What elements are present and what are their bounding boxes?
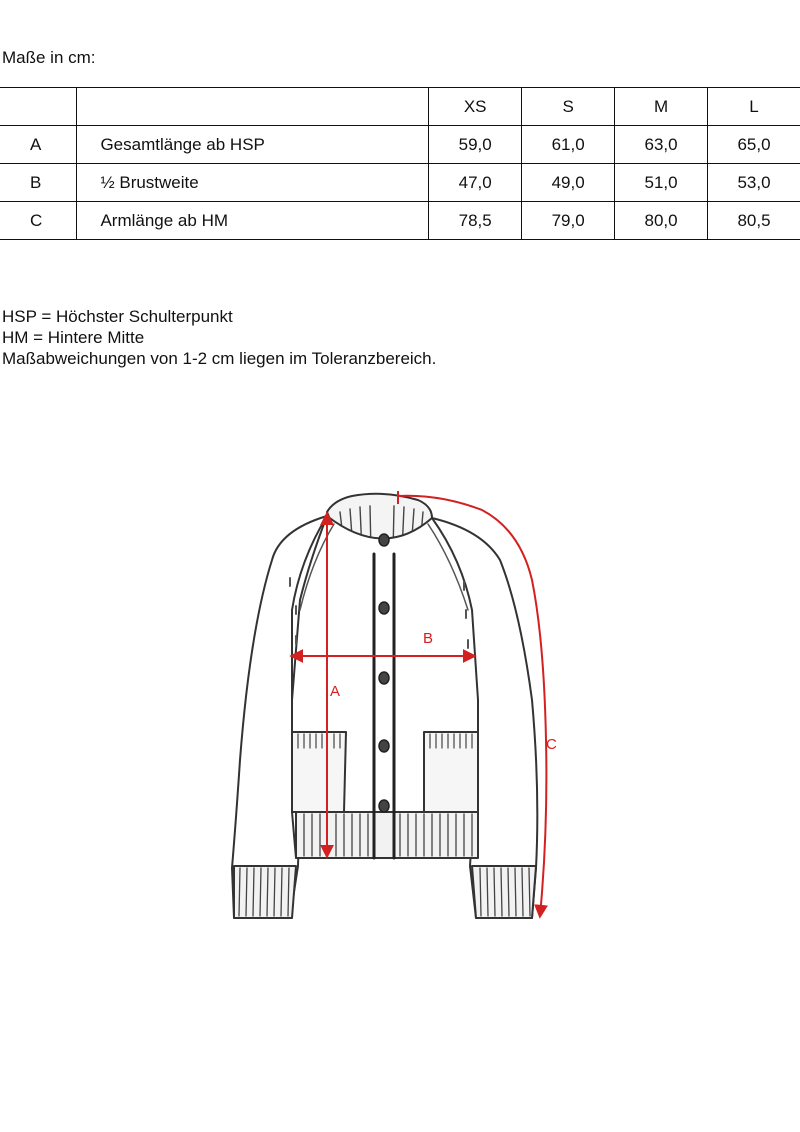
note-hm: HM = Hintere Mitte bbox=[2, 328, 145, 347]
row-label: ½ Brustweite bbox=[77, 164, 429, 202]
header-cell-m: M bbox=[615, 88, 708, 126]
note-tolerance: Maßabweichungen von 1-2 cm liegen im Toleranzbereich. bbox=[2, 349, 437, 368]
row-value-l: 65,0 bbox=[708, 126, 800, 164]
jacket-outline bbox=[232, 494, 537, 918]
button-3 bbox=[379, 672, 389, 684]
row-value-s: 61,0 bbox=[522, 126, 615, 164]
measure-b-label: B bbox=[423, 630, 434, 647]
button-4 bbox=[379, 740, 389, 752]
row-value-s: 79,0 bbox=[522, 202, 615, 240]
button-1 bbox=[379, 534, 389, 546]
header-cell-s: S bbox=[522, 88, 615, 126]
row-value-s: 49,0 bbox=[522, 164, 615, 202]
row-value-l: 80,5 bbox=[708, 202, 800, 240]
row-value-xs: 78,5 bbox=[429, 202, 522, 240]
row-code: A bbox=[0, 126, 77, 164]
page-title: Maße in cm: bbox=[2, 48, 96, 67]
row-value-xs: 59,0 bbox=[429, 126, 522, 164]
note-hsp: HSP = Höchster Schulterpunkt bbox=[2, 307, 233, 326]
measure-c-label: C bbox=[546, 736, 557, 753]
row-code: C bbox=[0, 202, 77, 240]
measure-a-label: A bbox=[330, 683, 341, 700]
row-value-m: 51,0 bbox=[615, 164, 708, 202]
row-label: Armlänge ab HM bbox=[77, 202, 429, 240]
row-value-m: 63,0 bbox=[615, 126, 708, 164]
row-code: B bbox=[0, 164, 77, 202]
row-value-xs: 47,0 bbox=[429, 164, 522, 202]
header-cell-l: L bbox=[708, 88, 800, 126]
button-5 bbox=[379, 800, 389, 812]
row-value-l: 53,0 bbox=[708, 164, 800, 202]
header-cell-xs: XS bbox=[429, 88, 522, 126]
row-value-m: 80,0 bbox=[615, 202, 708, 240]
button-2 bbox=[379, 602, 389, 614]
row-label: Gesamtlänge ab HSP bbox=[77, 126, 429, 164]
